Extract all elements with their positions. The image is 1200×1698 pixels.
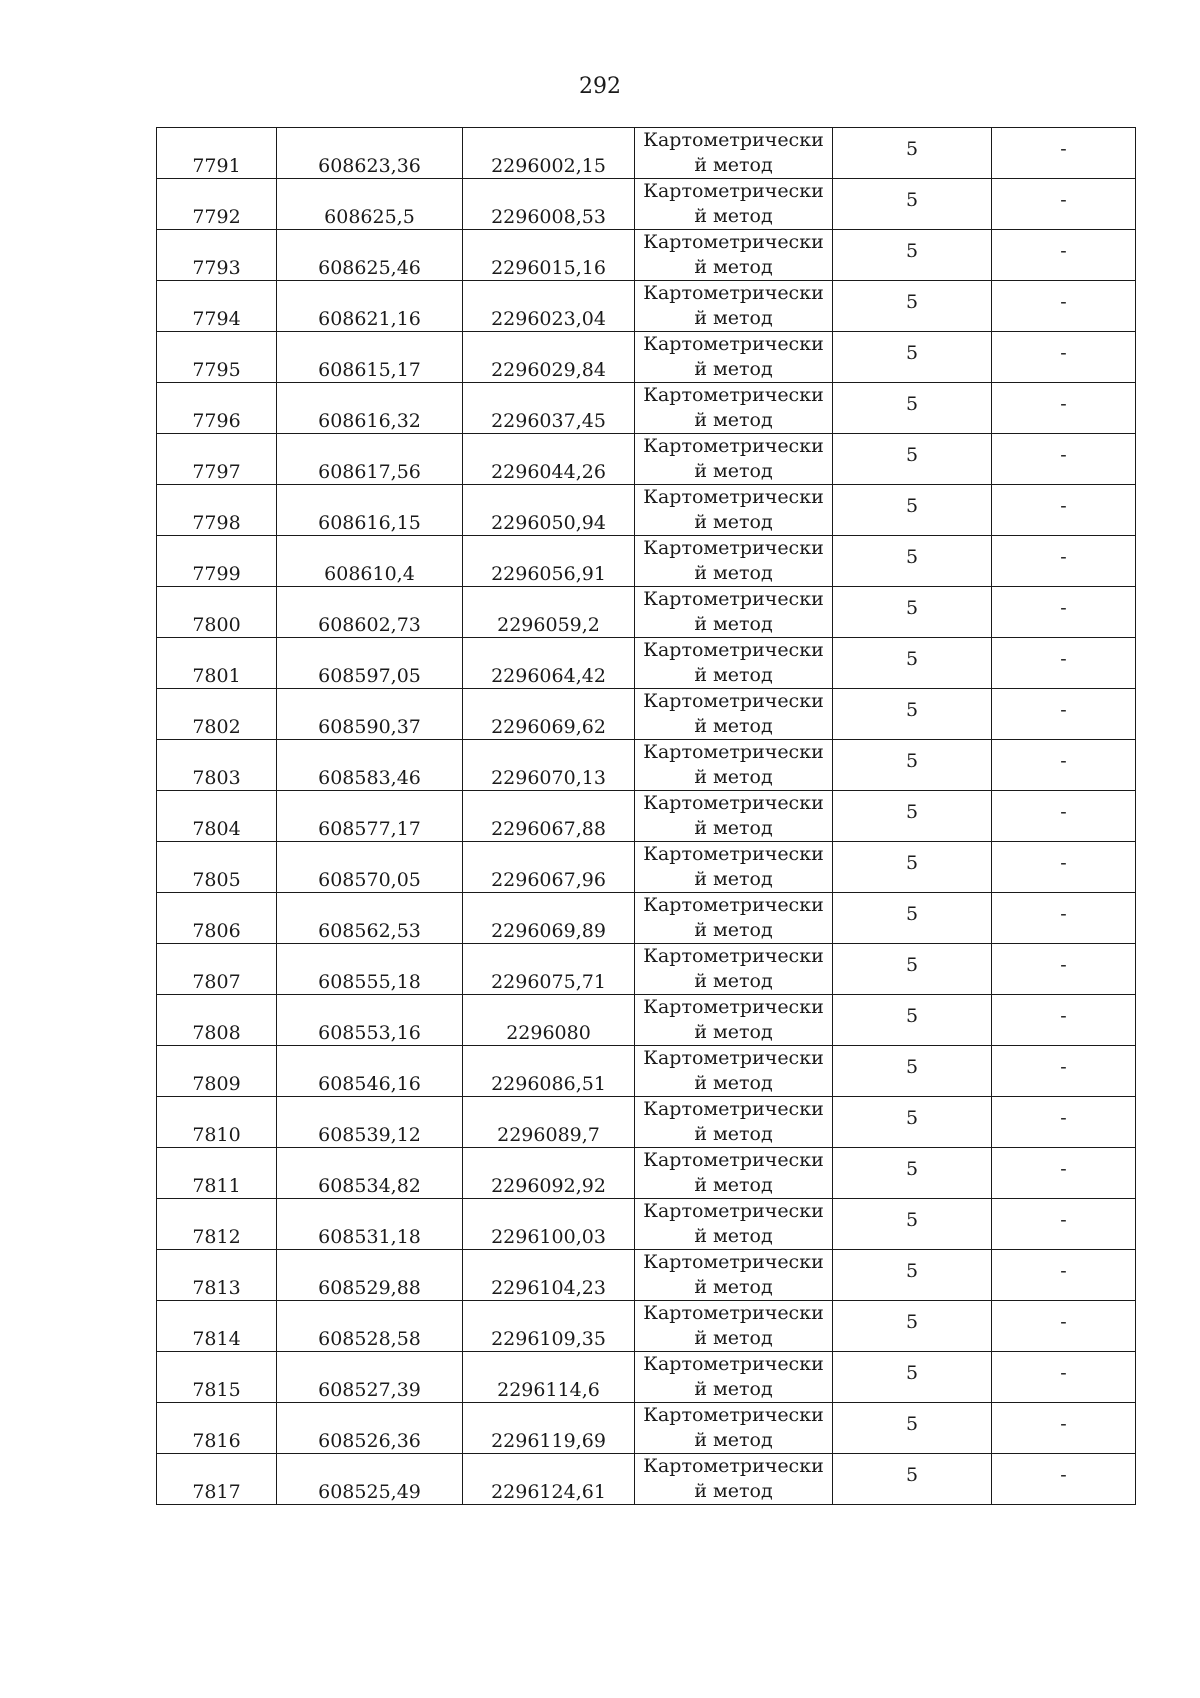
y-coordinate-cell: 2296037,45 bbox=[463, 383, 635, 434]
point-number-cell: 7809 bbox=[157, 1046, 277, 1097]
y-coordinate-cell: 2296067,88 bbox=[463, 791, 635, 842]
table-row bbox=[157, 893, 1136, 944]
note-cell: - bbox=[992, 434, 1136, 485]
method-text-line-2: й метод bbox=[694, 613, 773, 635]
method-cell bbox=[635, 1403, 833, 1454]
method-cell bbox=[635, 128, 833, 179]
method-cell bbox=[635, 230, 833, 281]
table-row bbox=[157, 1097, 1136, 1148]
table-row bbox=[157, 944, 1136, 995]
method-text-line-2: й метод bbox=[694, 205, 773, 227]
method-cell bbox=[635, 1454, 833, 1505]
x-coordinate-cell: 608623,36 bbox=[277, 128, 463, 179]
method-text-line-1: Картометрически bbox=[643, 1302, 824, 1324]
accuracy-cell: 5 bbox=[833, 1046, 992, 1097]
method-text-line-1: Картометрически bbox=[643, 333, 824, 355]
x-coordinate-cell: 608577,17 bbox=[277, 791, 463, 842]
method-text-line-1: Картометрически bbox=[643, 231, 824, 253]
accuracy-cell: 5 bbox=[833, 791, 992, 842]
method-text-line-1: Картометрически bbox=[643, 945, 824, 967]
method-text-line-1: Картометрически bbox=[643, 1098, 824, 1120]
method-cell bbox=[635, 1097, 833, 1148]
accuracy-cell: 5 bbox=[833, 740, 992, 791]
coordinates-table bbox=[156, 127, 1136, 1505]
note-cell: - bbox=[992, 740, 1136, 791]
y-coordinate-cell: 2296059,2 bbox=[463, 587, 635, 638]
point-number-cell: 7805 bbox=[157, 842, 277, 893]
method-text-line-2: й метод bbox=[694, 511, 773, 533]
method-cell bbox=[635, 842, 833, 893]
method-cell bbox=[635, 332, 833, 383]
point-number-cell: 7795 bbox=[157, 332, 277, 383]
point-number-cell: 7799 bbox=[157, 536, 277, 587]
method-text-line-2: й метод bbox=[694, 1072, 773, 1094]
point-number-cell: 7798 bbox=[157, 485, 277, 536]
x-coordinate-cell: 608531,18 bbox=[277, 1199, 463, 1250]
accuracy-cell: 5 bbox=[833, 179, 992, 230]
method-text-line-2: й метод bbox=[694, 715, 773, 737]
point-number-cell: 7816 bbox=[157, 1403, 277, 1454]
method-cell bbox=[635, 740, 833, 791]
note-cell: - bbox=[992, 638, 1136, 689]
method-cell bbox=[635, 1250, 833, 1301]
method-cell bbox=[635, 791, 833, 842]
note-cell: - bbox=[992, 791, 1136, 842]
table-row bbox=[157, 1454, 1136, 1505]
method-text-line-1: Картометрически bbox=[643, 486, 824, 508]
accuracy-cell: 5 bbox=[833, 332, 992, 383]
method-cell bbox=[635, 281, 833, 332]
x-coordinate-cell: 608590,37 bbox=[277, 689, 463, 740]
y-coordinate-cell: 2296023,04 bbox=[463, 281, 635, 332]
method-text-line-1: Картометрически bbox=[643, 282, 824, 304]
table-row bbox=[157, 230, 1136, 281]
y-coordinate-cell: 2296089,7 bbox=[463, 1097, 635, 1148]
method-text-line-1: Картометрически bbox=[643, 1455, 824, 1477]
x-coordinate-cell: 608527,39 bbox=[277, 1352, 463, 1403]
note-cell: - bbox=[992, 1199, 1136, 1250]
method-text-line-1: Картометрически bbox=[643, 996, 824, 1018]
accuracy-cell: 5 bbox=[833, 1301, 992, 1352]
y-coordinate-cell: 2296100,03 bbox=[463, 1199, 635, 1250]
table-row bbox=[157, 536, 1136, 587]
method-text-line-1: Картометрически bbox=[643, 588, 824, 610]
x-coordinate-cell: 608555,18 bbox=[277, 944, 463, 995]
note-cell: - bbox=[992, 1403, 1136, 1454]
note-cell: - bbox=[992, 1148, 1136, 1199]
note-cell: - bbox=[992, 485, 1136, 536]
x-coordinate-cell: 608610,4 bbox=[277, 536, 463, 587]
y-coordinate-cell: 2296056,91 bbox=[463, 536, 635, 587]
method-text-line-1: Картометрически bbox=[643, 894, 824, 916]
x-coordinate-cell: 608539,12 bbox=[277, 1097, 463, 1148]
x-coordinate-cell: 608525,49 bbox=[277, 1454, 463, 1505]
accuracy-cell: 5 bbox=[833, 944, 992, 995]
table-row bbox=[157, 332, 1136, 383]
note-cell: - bbox=[992, 128, 1136, 179]
method-text-line-2: й метод bbox=[694, 1480, 773, 1502]
method-text-line-2: й метод bbox=[694, 1429, 773, 1451]
note-cell: - bbox=[992, 995, 1136, 1046]
y-coordinate-cell: 2296070,13 bbox=[463, 740, 635, 791]
y-coordinate-cell: 2296069,62 bbox=[463, 689, 635, 740]
accuracy-cell: 5 bbox=[833, 1148, 992, 1199]
y-coordinate-cell: 2296029,84 bbox=[463, 332, 635, 383]
y-coordinate-cell: 2296086,51 bbox=[463, 1046, 635, 1097]
y-coordinate-cell: 2296080 bbox=[463, 995, 635, 1046]
point-number-cell: 7813 bbox=[157, 1250, 277, 1301]
method-text-line-2: й метод bbox=[694, 970, 773, 992]
point-number-cell: 7791 bbox=[157, 128, 277, 179]
method-text-line-1: Картометрически bbox=[643, 1404, 824, 1426]
point-number-cell: 7806 bbox=[157, 893, 277, 944]
point-number-cell: 7794 bbox=[157, 281, 277, 332]
method-text-line-1: Картометрически bbox=[643, 792, 824, 814]
method-cell bbox=[635, 1352, 833, 1403]
method-text-line-1: Картометрически bbox=[643, 1149, 824, 1171]
method-text-line-1: Картометрически bbox=[643, 435, 824, 457]
note-cell: - bbox=[992, 332, 1136, 383]
x-coordinate-cell: 608615,17 bbox=[277, 332, 463, 383]
method-text-line-1: Картометрически bbox=[643, 180, 824, 202]
table-row bbox=[157, 689, 1136, 740]
table-row bbox=[157, 1352, 1136, 1403]
accuracy-cell: 5 bbox=[833, 893, 992, 944]
method-text-line-2: й метод bbox=[694, 664, 773, 686]
point-number-cell: 7811 bbox=[157, 1148, 277, 1199]
method-cell bbox=[635, 383, 833, 434]
method-text-line-1: Картометрически bbox=[643, 1251, 824, 1273]
method-cell bbox=[635, 587, 833, 638]
y-coordinate-cell: 2296015,16 bbox=[463, 230, 635, 281]
method-text-line-2: й метод bbox=[694, 1276, 773, 1298]
accuracy-cell: 5 bbox=[833, 638, 992, 689]
table-row bbox=[157, 1046, 1136, 1097]
x-coordinate-cell: 608570,05 bbox=[277, 842, 463, 893]
x-coordinate-cell: 608528,58 bbox=[277, 1301, 463, 1352]
point-number-cell: 7796 bbox=[157, 383, 277, 434]
x-coordinate-cell: 608526,36 bbox=[277, 1403, 463, 1454]
point-number-cell: 7807 bbox=[157, 944, 277, 995]
method-text-line-1: Картометрически bbox=[643, 1200, 824, 1222]
method-text-line-2: й метод bbox=[694, 868, 773, 890]
accuracy-cell: 5 bbox=[833, 1454, 992, 1505]
method-text-line-1: Картометрически bbox=[643, 1047, 824, 1069]
x-coordinate-cell: 608602,73 bbox=[277, 587, 463, 638]
page-number: 292 bbox=[579, 74, 621, 99]
y-coordinate-cell: 2296119,69 bbox=[463, 1403, 635, 1454]
point-number-cell: 7817 bbox=[157, 1454, 277, 1505]
table-row bbox=[157, 485, 1136, 536]
method-text-line-1: Картометрически bbox=[643, 690, 824, 712]
table-row bbox=[157, 1148, 1136, 1199]
y-coordinate-cell: 2296124,61 bbox=[463, 1454, 635, 1505]
x-coordinate-cell: 608597,05 bbox=[277, 638, 463, 689]
x-coordinate-cell: 608621,16 bbox=[277, 281, 463, 332]
accuracy-cell: 5 bbox=[833, 842, 992, 893]
note-cell: - bbox=[992, 281, 1136, 332]
table-row bbox=[157, 995, 1136, 1046]
y-coordinate-cell: 2296064,42 bbox=[463, 638, 635, 689]
point-number-cell: 7804 bbox=[157, 791, 277, 842]
note-cell: - bbox=[992, 842, 1136, 893]
accuracy-cell: 5 bbox=[833, 281, 992, 332]
note-cell: - bbox=[992, 893, 1136, 944]
table-row bbox=[157, 281, 1136, 332]
note-cell: - bbox=[992, 1097, 1136, 1148]
table-row bbox=[157, 179, 1136, 230]
method-cell bbox=[635, 434, 833, 485]
y-coordinate-cell: 2296109,35 bbox=[463, 1301, 635, 1352]
y-coordinate-cell: 2296104,23 bbox=[463, 1250, 635, 1301]
point-number-cell: 7808 bbox=[157, 995, 277, 1046]
note-cell: - bbox=[992, 1301, 1136, 1352]
table-row bbox=[157, 638, 1136, 689]
method-text-line-1: Картометрически bbox=[643, 384, 824, 406]
method-text-line-2: й метод bbox=[694, 1378, 773, 1400]
accuracy-cell: 5 bbox=[833, 1097, 992, 1148]
accuracy-cell: 5 bbox=[833, 1352, 992, 1403]
point-number-cell: 7793 bbox=[157, 230, 277, 281]
table-row bbox=[157, 1403, 1136, 1454]
method-text-line-2: й метод bbox=[694, 1327, 773, 1349]
method-text-line-1: Картометрически bbox=[643, 639, 824, 661]
point-number-cell: 7810 bbox=[157, 1097, 277, 1148]
x-coordinate-cell: 608625,5 bbox=[277, 179, 463, 230]
y-coordinate-cell: 2296044,26 bbox=[463, 434, 635, 485]
table-row bbox=[157, 587, 1136, 638]
method-cell bbox=[635, 1301, 833, 1352]
accuracy-cell: 5 bbox=[833, 1199, 992, 1250]
x-coordinate-cell: 608583,46 bbox=[277, 740, 463, 791]
accuracy-cell: 5 bbox=[833, 485, 992, 536]
method-text-line-2: й метод bbox=[694, 1123, 773, 1145]
method-text-line-2: й метод bbox=[694, 460, 773, 482]
method-text-line-2: й метод bbox=[694, 817, 773, 839]
point-number-cell: 7802 bbox=[157, 689, 277, 740]
method-text-line-2: й метод bbox=[694, 1225, 773, 1247]
method-text-line-2: й метод bbox=[694, 154, 773, 176]
point-number-cell: 7812 bbox=[157, 1199, 277, 1250]
method-cell bbox=[635, 944, 833, 995]
method-cell bbox=[635, 536, 833, 587]
note-cell: - bbox=[992, 1352, 1136, 1403]
accuracy-cell: 5 bbox=[833, 230, 992, 281]
y-coordinate-cell: 2296008,53 bbox=[463, 179, 635, 230]
y-coordinate-cell: 2296114,6 bbox=[463, 1352, 635, 1403]
note-cell: - bbox=[992, 689, 1136, 740]
method-text-line-2: й метод bbox=[694, 766, 773, 788]
point-number-cell: 7803 bbox=[157, 740, 277, 791]
y-coordinate-cell: 2296092,92 bbox=[463, 1148, 635, 1199]
method-cell bbox=[635, 1046, 833, 1097]
x-coordinate-cell: 608616,32 bbox=[277, 383, 463, 434]
point-number-cell: 7800 bbox=[157, 587, 277, 638]
method-cell bbox=[635, 995, 833, 1046]
point-number-cell: 7815 bbox=[157, 1352, 277, 1403]
method-text-line-1: Картометрически bbox=[643, 741, 824, 763]
table-row bbox=[157, 1250, 1136, 1301]
method-cell bbox=[635, 689, 833, 740]
method-cell bbox=[635, 893, 833, 944]
y-coordinate-cell: 2296050,94 bbox=[463, 485, 635, 536]
accuracy-cell: 5 bbox=[833, 1250, 992, 1301]
method-text-line-2: й метод bbox=[694, 409, 773, 431]
method-cell bbox=[635, 179, 833, 230]
note-cell: - bbox=[992, 944, 1136, 995]
y-coordinate-cell: 2296075,71 bbox=[463, 944, 635, 995]
method-cell bbox=[635, 1148, 833, 1199]
note-cell: - bbox=[992, 1250, 1136, 1301]
table-row bbox=[157, 842, 1136, 893]
point-number-cell: 7814 bbox=[157, 1301, 277, 1352]
table-body bbox=[157, 128, 1136, 1505]
x-coordinate-cell: 608617,56 bbox=[277, 434, 463, 485]
accuracy-cell: 5 bbox=[833, 128, 992, 179]
x-coordinate-cell: 608529,88 bbox=[277, 1250, 463, 1301]
accuracy-cell: 5 bbox=[833, 434, 992, 485]
method-cell bbox=[635, 1199, 833, 1250]
note-cell: - bbox=[992, 587, 1136, 638]
accuracy-cell: 5 bbox=[833, 995, 992, 1046]
x-coordinate-cell: 608625,46 bbox=[277, 230, 463, 281]
method-text-line-2: й метод bbox=[694, 1021, 773, 1043]
x-coordinate-cell: 608546,16 bbox=[277, 1046, 463, 1097]
note-cell: - bbox=[992, 536, 1136, 587]
method-text-line-1: Картометрически bbox=[643, 843, 824, 865]
note-cell: - bbox=[992, 383, 1136, 434]
method-text-line-2: й метод bbox=[694, 919, 773, 941]
method-cell bbox=[635, 638, 833, 689]
method-text-line-2: й метод bbox=[694, 358, 773, 380]
point-number-cell: 7792 bbox=[157, 179, 277, 230]
table-row bbox=[157, 1301, 1136, 1352]
table-row bbox=[157, 434, 1136, 485]
accuracy-cell: 5 bbox=[833, 689, 992, 740]
table-row bbox=[157, 383, 1136, 434]
method-text-line-1: Картометрически bbox=[643, 129, 824, 151]
y-coordinate-cell: 2296067,96 bbox=[463, 842, 635, 893]
accuracy-cell: 5 bbox=[833, 587, 992, 638]
point-number-cell: 7801 bbox=[157, 638, 277, 689]
table-row bbox=[157, 740, 1136, 791]
x-coordinate-cell: 608562,53 bbox=[277, 893, 463, 944]
x-coordinate-cell: 608534,82 bbox=[277, 1148, 463, 1199]
accuracy-cell: 5 bbox=[833, 383, 992, 434]
x-coordinate-cell: 608616,15 bbox=[277, 485, 463, 536]
x-coordinate-cell: 608553,16 bbox=[277, 995, 463, 1046]
note-cell: - bbox=[992, 1046, 1136, 1097]
method-text-line-2: й метод bbox=[694, 307, 773, 329]
method-cell bbox=[635, 485, 833, 536]
point-number-cell: 7797 bbox=[157, 434, 277, 485]
method-text-line-2: й метод bbox=[694, 256, 773, 278]
method-text-line-1: Картометрически bbox=[643, 1353, 824, 1375]
table-row bbox=[157, 791, 1136, 842]
y-coordinate-cell: 2296069,89 bbox=[463, 893, 635, 944]
table-row bbox=[157, 128, 1136, 179]
method-text-line-2: й метод bbox=[694, 1174, 773, 1196]
note-cell: - bbox=[992, 179, 1136, 230]
accuracy-cell: 5 bbox=[833, 536, 992, 587]
table-row bbox=[157, 1199, 1136, 1250]
y-coordinate-cell: 2296002,15 bbox=[463, 128, 635, 179]
method-text-line-1: Картометрически bbox=[643, 537, 824, 559]
note-cell: - bbox=[992, 1454, 1136, 1505]
method-text-line-2: й метод bbox=[694, 562, 773, 584]
note-cell: - bbox=[992, 230, 1136, 281]
accuracy-cell: 5 bbox=[833, 1403, 992, 1454]
